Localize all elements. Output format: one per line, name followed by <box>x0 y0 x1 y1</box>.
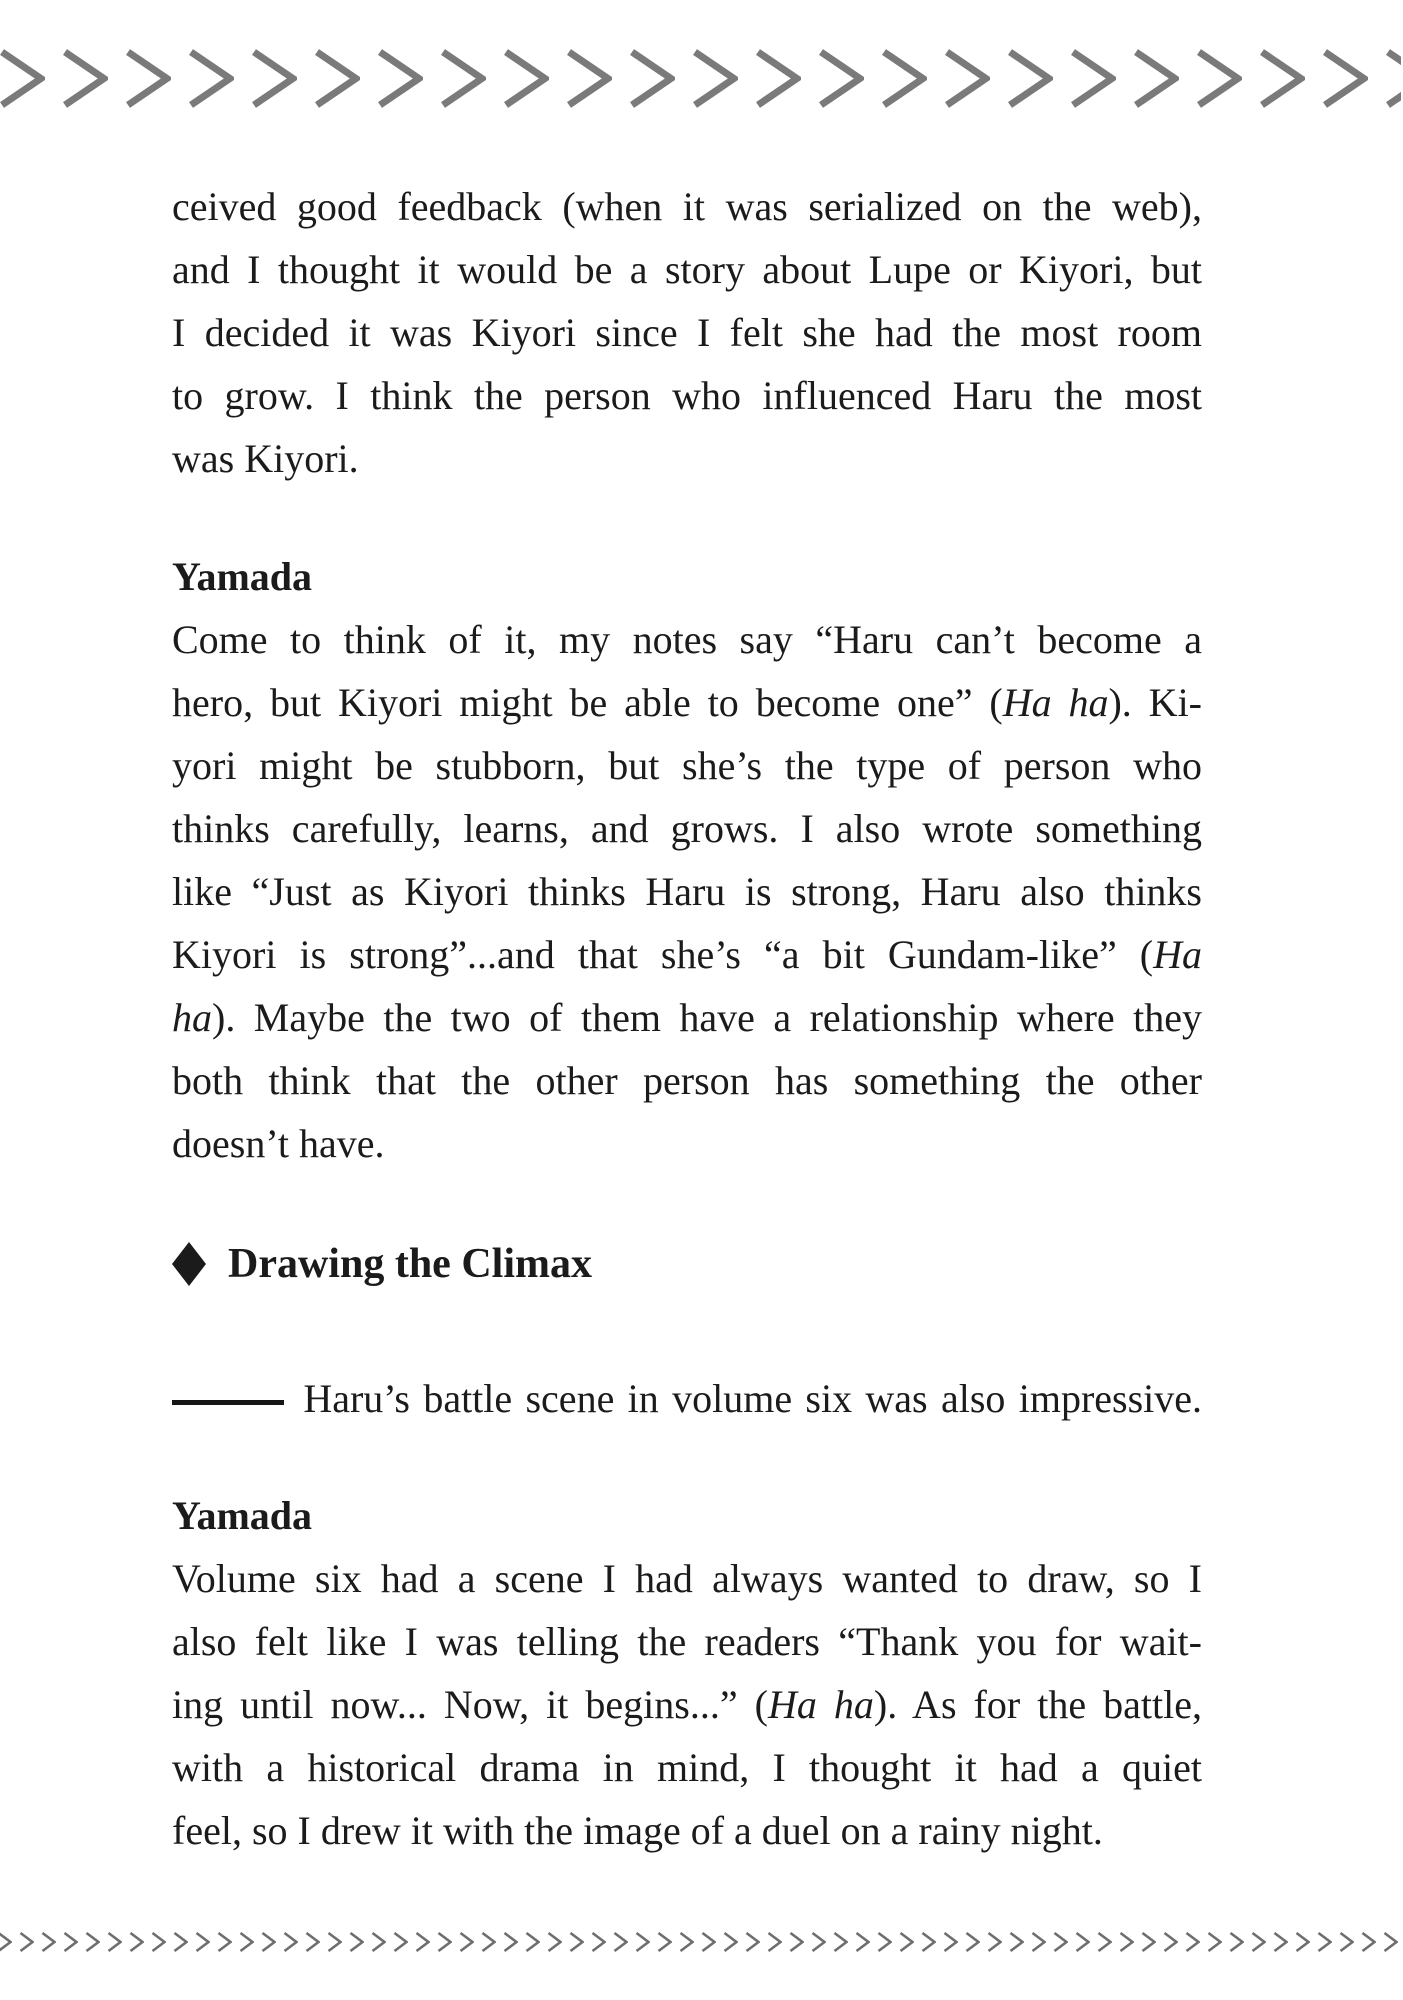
chevron-right-icon <box>0 48 45 109</box>
text-line: like “Just as Kiyori thinks Haru is strong, Haru also thinks <box>172 869 1202 914</box>
chevron-right-icon <box>19 1931 34 1953</box>
text-line: doesn’t have. <box>172 1121 385 1166</box>
chevron-right-icon <box>195 1931 210 1953</box>
text-line: ing until now... Now, it begins...” (Ha ha). As for the battle, <box>172 1682 1203 1727</box>
chevron-right-icon <box>613 1931 628 1953</box>
chevron-right-icon <box>1195 48 1242 109</box>
text-line: and I thought it would be a story about Lupe or Kiyori, but <box>172 247 1202 292</box>
interviewer-question <box>172 1367 1202 1430</box>
chevron-right-icon <box>1384 48 1401 109</box>
chevron-right-icon <box>921 1931 936 1953</box>
interview-answer-paragraph <box>172 1547 1202 1862</box>
chevron-right-icon <box>1031 1931 1046 1953</box>
chevron-right-icon <box>569 1931 584 1953</box>
chevron-right-icon <box>899 1931 914 1953</box>
text-line: yori might be stubborn, but she’s the type of person who <box>172 743 1202 788</box>
text-line: Volume six had a scene I had always wanted to draw, so I <box>172 1556 1202 1601</box>
chevron-right-icon <box>0 1931 12 1953</box>
section-heading-text: Drawing the Climax <box>228 1240 592 1287</box>
chevron-right-icon <box>305 1931 320 1953</box>
chevron-right-icon <box>129 1931 144 1953</box>
speaker-label: Yamada <box>172 1493 313 1538</box>
text-line: thinks carefully, learns, and grows. I also wrote something <box>172 806 1202 851</box>
interviewer-question-text: Haru’s battle scene in volume six was also impressive. <box>303 1376 1203 1421</box>
interview-answer-paragraph <box>172 608 1202 1175</box>
diamond-bullet-icon <box>172 1242 206 1286</box>
chevron-right-icon <box>1321 48 1368 109</box>
text-line: also felt like I was telling the readers “Thank you for wait- <box>172 1619 1202 1664</box>
chevron-right-icon <box>1383 1931 1398 1953</box>
chevron-right-icon <box>107 1931 122 1953</box>
text-line: ceived good feedback (when it was serialized on the web), <box>172 184 1202 229</box>
text-line: ha). Maybe the two of them have a relationship where they <box>172 995 1202 1040</box>
chevron-right-icon <box>1258 48 1305 109</box>
chevron-right-icon <box>965 1931 980 1953</box>
chevron-right-icon <box>415 1931 430 1953</box>
section-heading <box>172 1232 1202 1295</box>
chevron-right-icon <box>173 1931 188 1953</box>
chevron-right-icon <box>1361 1931 1376 1953</box>
chevron-right-icon <box>481 1931 496 1953</box>
chevron-right-icon <box>525 1931 540 1953</box>
chevron-right-icon <box>283 1931 298 1953</box>
chevron-right-icon <box>547 1931 562 1953</box>
chevron-right-icon <box>811 1931 826 1953</box>
chevron-right-icon <box>1273 1931 1288 1953</box>
chevron-right-icon <box>1163 1931 1178 1953</box>
chevron-right-icon <box>1097 1931 1112 1953</box>
chevron-right-icon <box>1009 1931 1024 1953</box>
chevron-right-icon <box>41 1931 56 1953</box>
chevron-right-icon <box>124 48 171 109</box>
chevron-right-icon <box>833 1931 848 1953</box>
text-line: was Kiyori. <box>172 436 359 481</box>
text-line: Come to think of it, my notes say “Haru can’t become a <box>172 617 1202 662</box>
chevron-right-icon <box>459 1931 474 1953</box>
chevron-right-icon <box>437 1931 452 1953</box>
text-line: both think that the other person has something the other <box>172 1058 1202 1103</box>
chevron-right-icon <box>855 1931 870 1953</box>
chevron-right-icon <box>987 1931 1002 1953</box>
chevron-right-icon <box>239 1931 254 1953</box>
chevron-right-icon <box>1119 1931 1134 1953</box>
text-column <box>172 0 1202 1862</box>
chevron-right-icon <box>217 1931 232 1953</box>
chevron-right-icon <box>745 1931 760 1953</box>
chevron-right-icon <box>1207 1931 1222 1953</box>
text-line: with a historical drama in mind, I thought it had a quiet <box>172 1745 1202 1790</box>
speaker-label: Yamada <box>172 554 313 599</box>
chevron-right-icon <box>327 1931 342 1953</box>
chevron-right-icon <box>789 1931 804 1953</box>
chevron-right-icon <box>877 1931 892 1953</box>
chevron-right-icon <box>1141 1931 1156 1953</box>
chevron-right-icon <box>151 1931 166 1953</box>
text-line: feel, so I drew it with the image of a duel on a rainy night. <box>172 1808 1103 1853</box>
chevron-right-icon <box>701 1931 716 1953</box>
chevron-right-icon <box>371 1931 386 1953</box>
chevron-right-icon <box>1075 1931 1090 1953</box>
chevron-right-icon <box>261 1931 276 1953</box>
chevron-right-icon <box>503 1931 518 1953</box>
chevron-right-icon <box>63 1931 78 1953</box>
interviewer-dash <box>172 1400 284 1405</box>
chevron-right-icon <box>767 1931 782 1953</box>
chevron-right-icon <box>591 1931 606 1953</box>
text-line: Kiyori is strong”...and that she’s “a bit Gundam-like” (Ha <box>172 932 1202 977</box>
chevron-right-icon <box>1053 1931 1068 1953</box>
chevron-right-icon <box>61 48 108 109</box>
chevron-right-icon <box>1295 1931 1310 1953</box>
chevron-right-icon <box>723 1931 738 1953</box>
chevron-right-icon <box>943 1931 958 1953</box>
chevron-right-icon <box>635 1931 650 1953</box>
chevron-right-icon <box>1317 1931 1332 1953</box>
chevron-right-icon <box>393 1931 408 1953</box>
interview-answer-paragraph <box>172 175 1202 490</box>
chevron-right-icon <box>85 1931 100 1953</box>
bottom-chevron-border <box>0 1931 1400 1953</box>
chevron-right-icon <box>679 1931 694 1953</box>
chevron-right-icon <box>1251 1931 1266 1953</box>
chevron-right-icon <box>1339 1931 1354 1953</box>
text-line: hero, but Kiyori might be able to become one” (Ha ha). Ki- <box>172 680 1203 725</box>
chevron-right-icon <box>1229 1931 1244 1953</box>
text-line: to grow. I think the person who influenced Haru the most <box>172 373 1202 418</box>
chevron-right-icon <box>349 1931 364 1953</box>
chevron-right-icon <box>1185 1931 1200 1953</box>
chevron-right-icon <box>657 1931 672 1953</box>
text-line: I decided it was Kiyori since I felt she had the most room <box>172 310 1202 355</box>
